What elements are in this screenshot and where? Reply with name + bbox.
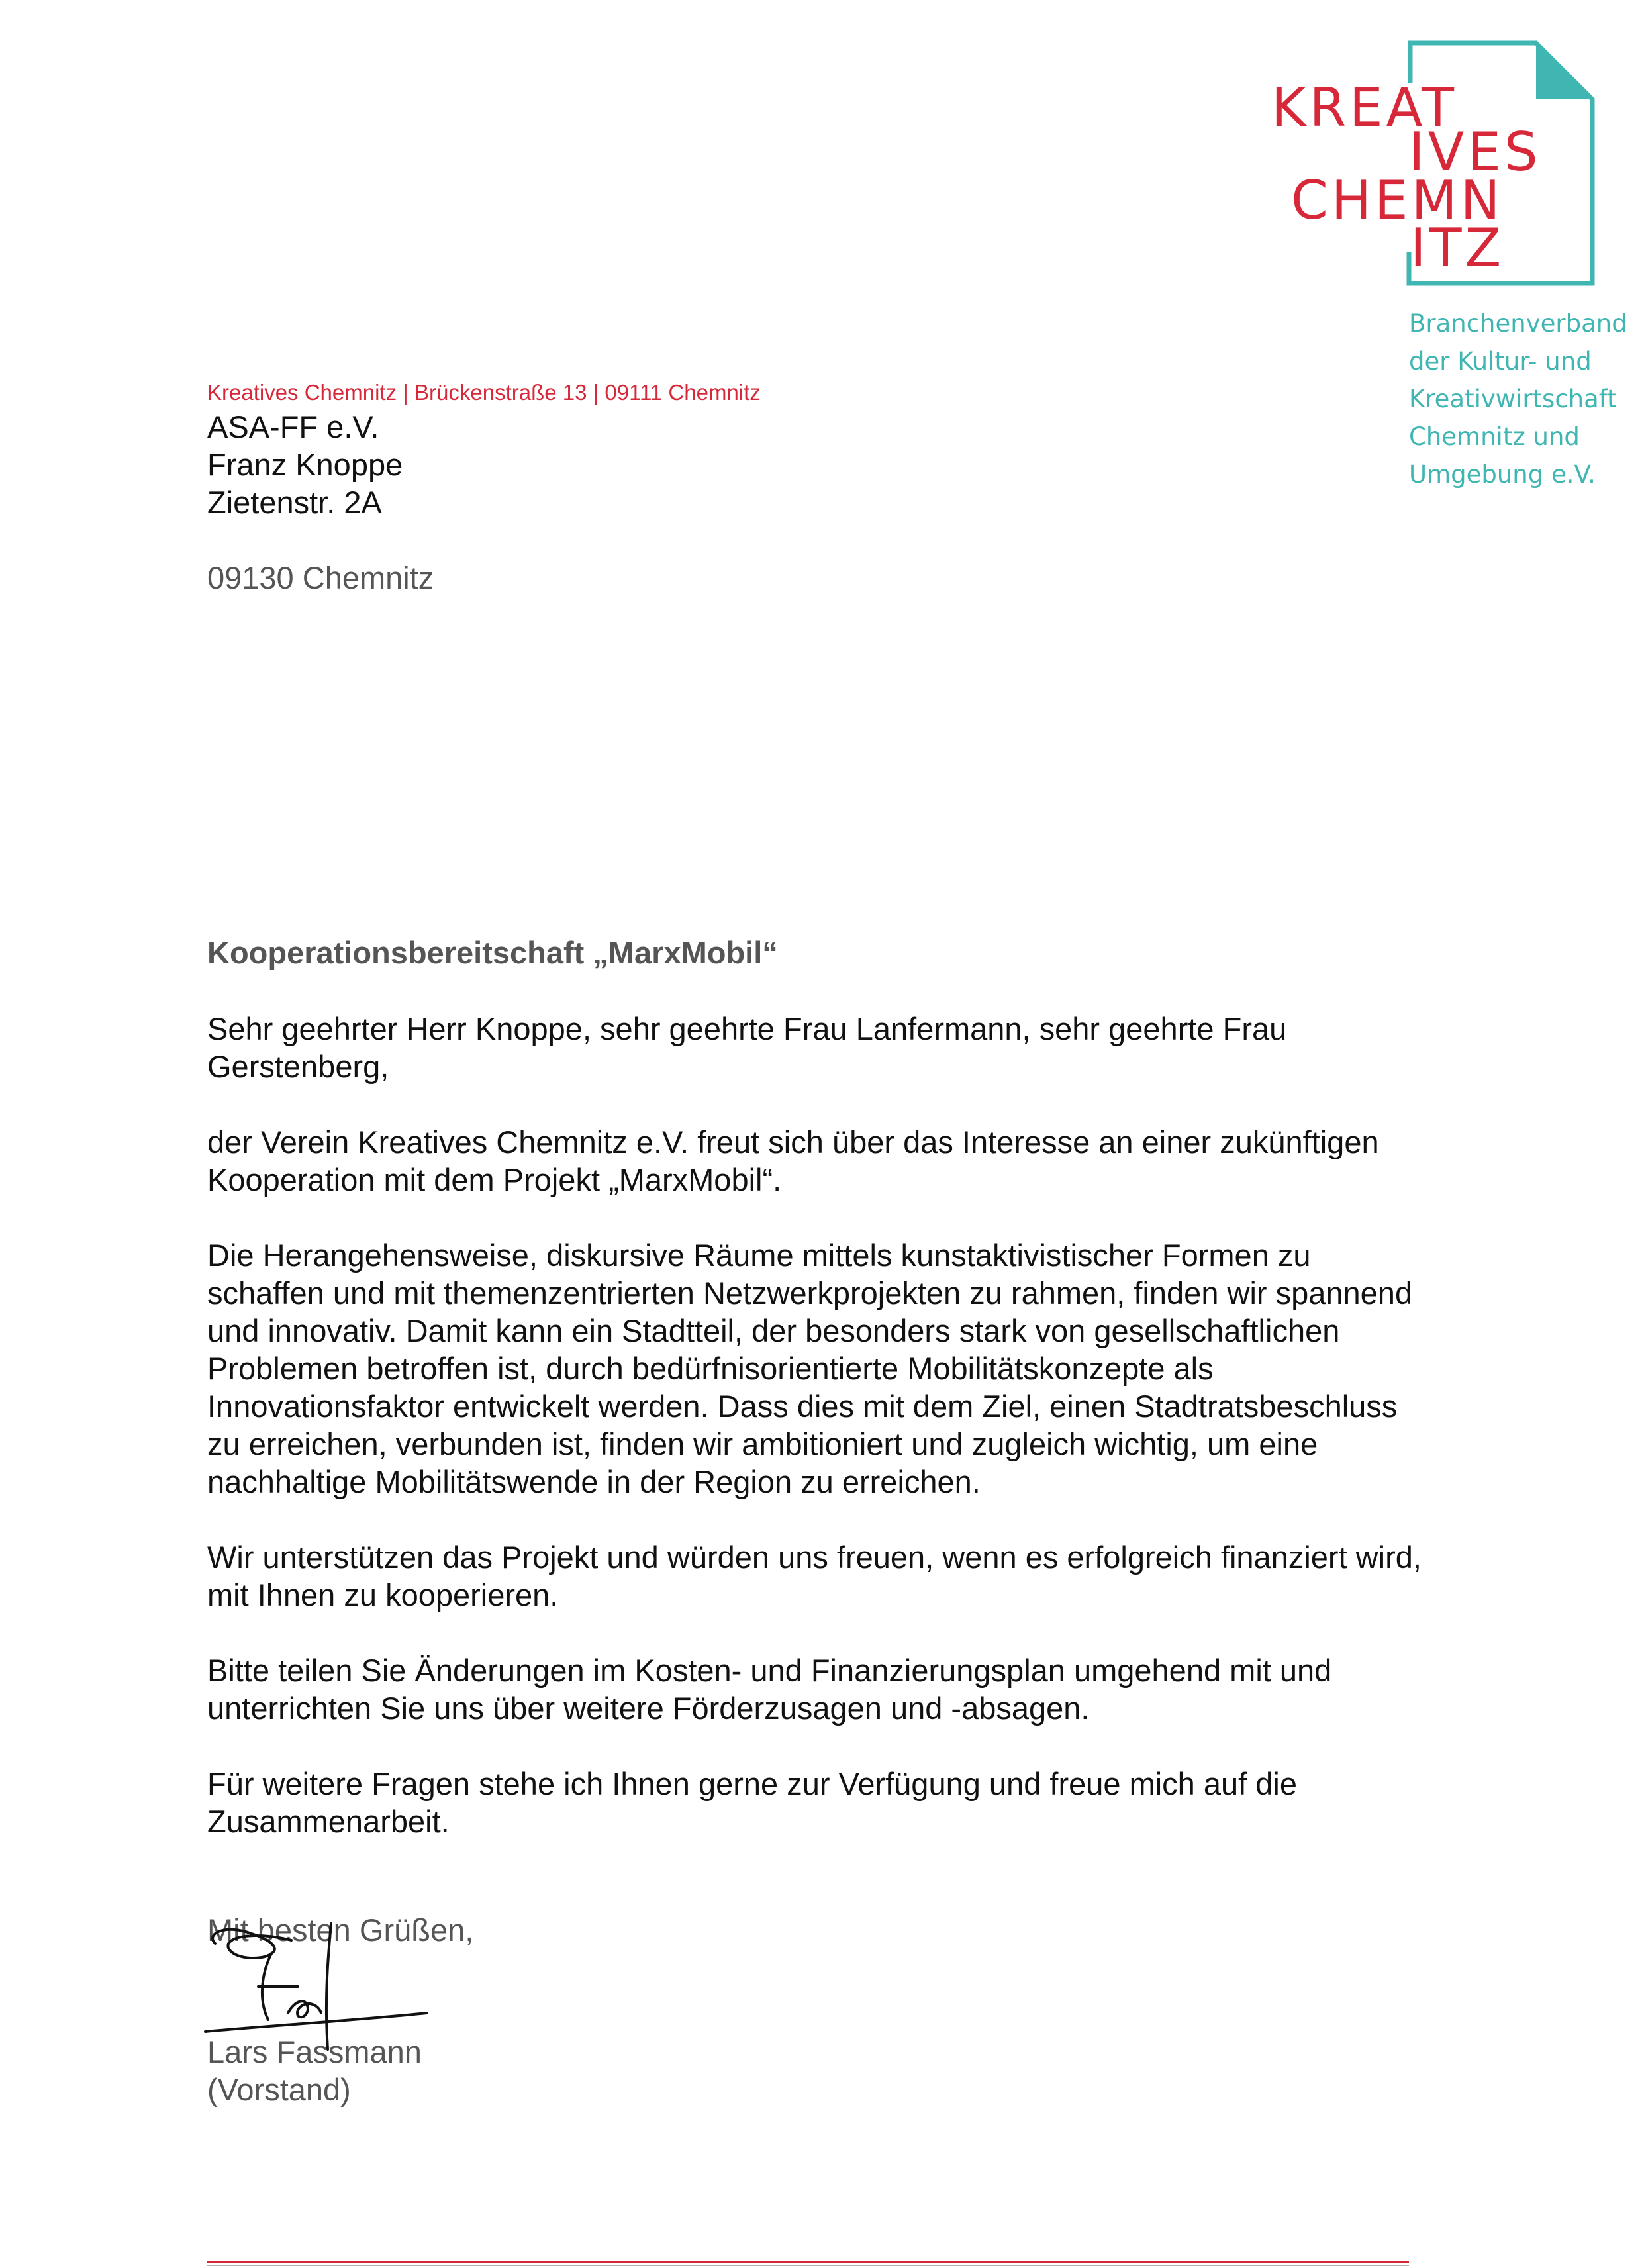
logo-word-3: CHEMN <box>1291 170 1504 231</box>
logo-tagline <box>1409 305 1627 493</box>
tagline-line: der Kultur- und <box>1409 347 1592 375</box>
body-paragraph: Wir unterstützen das Projekt und würden uns freuen, wenn es erfolgreich finanziert wird, mit Ihnen zu kooperieren. <box>207 1540 1422 1612</box>
body-paragraph: Die Herangehensweise, diskursive Räume mittels kunstaktivistischer Formen zu schaffen und mit themenzentrierten Netzwerkprojekten zu rahmen, finden wir spannend und innovativ. Damit kann ein Stadtteil, der besonders stark von gesellschaftlichen Problemen betroffen ist, durch bedürfnisorientierte Mobilitätskonzepte als Innovationsfaktor entwickelt werden. Dass dies mit dem Ziel, einen Stadtratsbeschluss zu erreichen, verbunden ist, finden wir ambitioniert und zugleich wichtig, um eine nachhaltige Mobilitätswende in der Region zu erreichen. <box>207 1238 1413 1499</box>
logo-word-1: KREAT <box>1271 77 1457 138</box>
signer-role: (Vorstand) <box>207 2072 351 2107</box>
tagline-line: Chemnitz und <box>1409 422 1580 451</box>
recipient-organization: ASA-FF e.V. <box>207 409 379 444</box>
kreatives-chemnitz-logo <box>1258 33 1627 497</box>
footer-rule-secondary <box>207 2265 1409 2266</box>
recipient-person: Franz Knoppe <box>207 447 403 482</box>
footer-rule <box>207 2261 1409 2263</box>
signer-block <box>207 2033 422 2108</box>
letter-body <box>207 1010 1425 1878</box>
body-paragraph: Für weitere Fragen stehe ich Ihnen gerne zur Verfügung und freue mich auf die Zusammenarbeit. <box>207 1766 1297 1839</box>
recipient-address <box>207 408 403 521</box>
signer-name: Lars Fassmann <box>207 2034 422 2069</box>
tagline-line: Umgebung e.V. <box>1409 460 1596 489</box>
body-paragraph: der Verein Kreatives Chemnitz e.V. freut sich über das Interesse an einer zukünftigen Kooperation mit dem Projekt „MarxMobil“. <box>207 1124 1379 1197</box>
recipient-city: 09130 Chemnitz <box>207 560 434 595</box>
letter-subject: Kooperationsbereitschaft „MarxMobil“ <box>207 935 778 970</box>
salutation: Sehr geehrter Herr Knoppe, sehr geehrte Frau Lanfermann, sehr geehrte Frau Gerstenberg, <box>207 1011 1287 1084</box>
tagline-line: Kreativwirtschaft <box>1409 385 1617 413</box>
tagline-line: Branchenverband <box>1409 309 1627 338</box>
sender-address-line: Kreatives Chemnitz | Brückenstraße 13 | 09111 Chemnitz <box>207 380 761 405</box>
recipient-street: Zietenstr. 2A <box>207 485 382 520</box>
closing-greeting: Mit besten Grüßen, <box>207 1912 474 1948</box>
body-paragraph: Bitte teilen Sie Änderungen im Kosten- und Finanzierungsplan umgehend mit und unterrichten Sie uns über weitere Förderzusagen und -absagen. <box>207 1653 1332 1726</box>
logo-word-2: IVES <box>1409 121 1541 183</box>
logo-word-4: ITZ <box>1410 217 1505 279</box>
